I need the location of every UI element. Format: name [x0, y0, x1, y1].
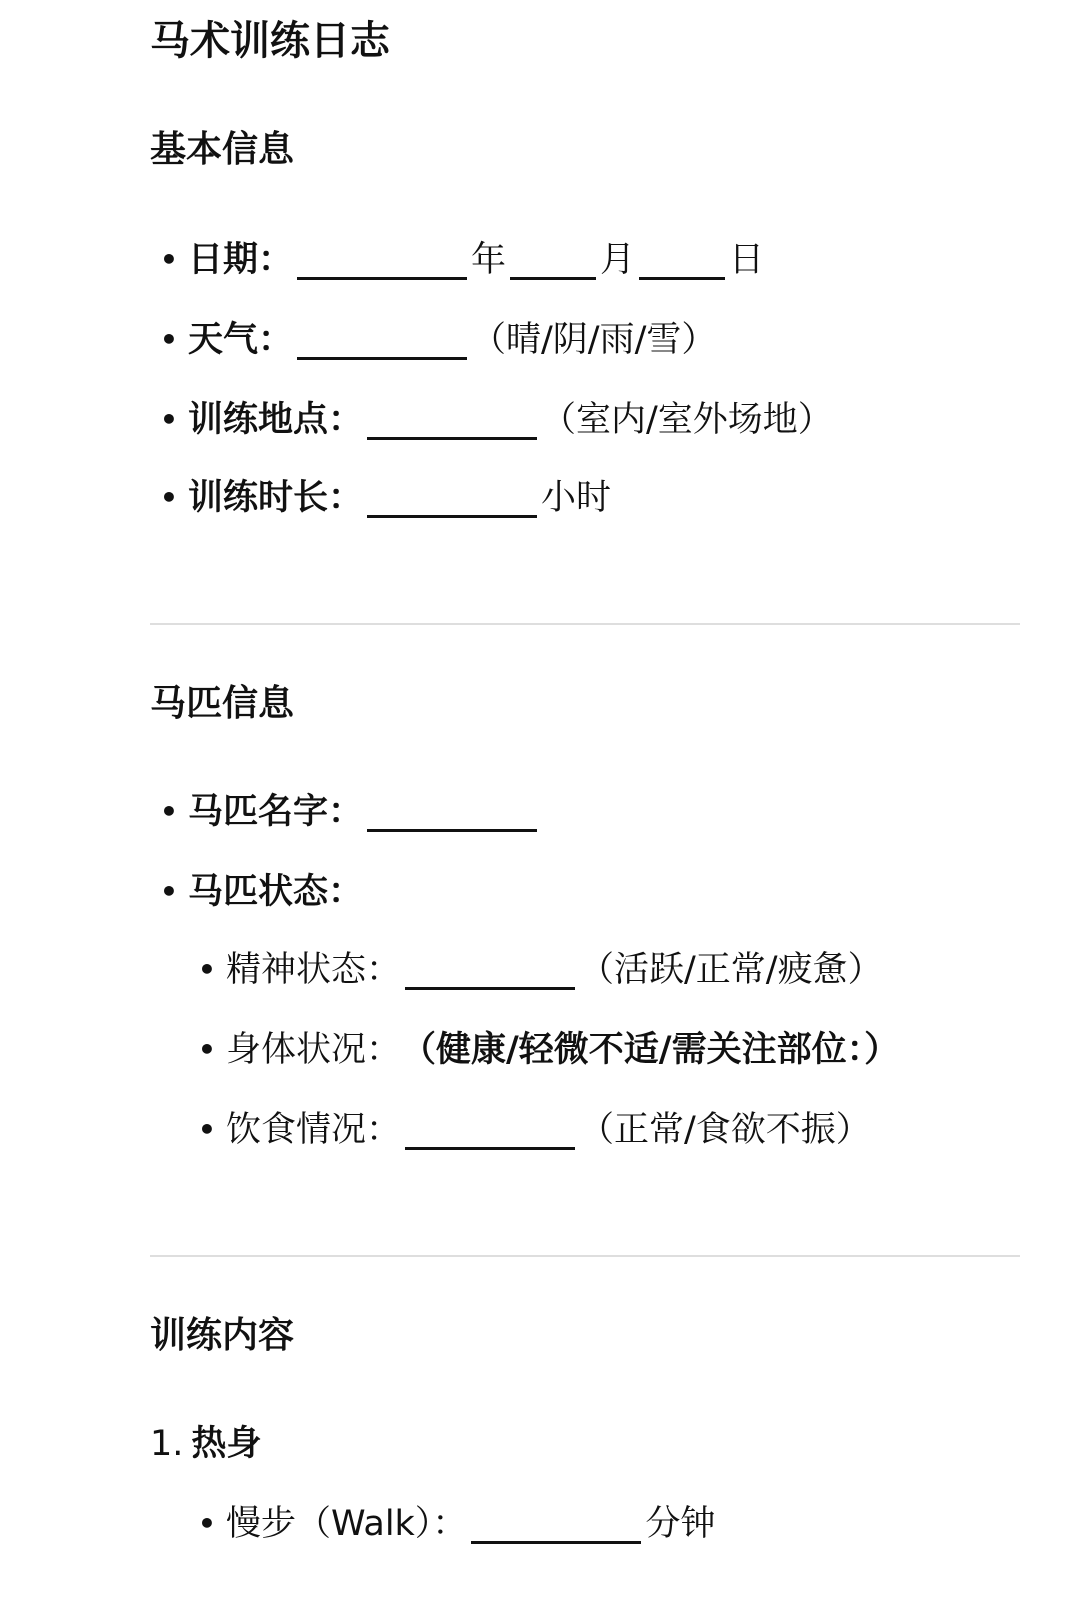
list-item-location	[160, 396, 833, 444]
bullet-icon: •	[160, 323, 178, 356]
section-basic-info-heading: 基本信息	[150, 129, 295, 170]
mental-state-blank[interactable]	[405, 951, 575, 990]
list-item-duration	[160, 474, 611, 522]
list-item-diet	[198, 1106, 871, 1154]
location-options: （室内/室外场地）	[541, 400, 833, 440]
list-item-physical-condition	[198, 1026, 899, 1074]
list-item-mental-state	[198, 946, 883, 994]
bullet-icon: •	[160, 795, 178, 828]
duration-blank[interactable]	[367, 479, 537, 518]
horse-name-blank[interactable]	[367, 793, 537, 832]
section-horse-info-heading: 马匹信息	[150, 683, 295, 724]
page-title: 马术训练日志	[150, 18, 390, 64]
weather-options: （晴/阴/雨/雪）	[471, 320, 717, 360]
walk-label: 慢步（Walk）：	[226, 1504, 468, 1544]
weather-label: 天气：	[188, 320, 294, 360]
walk-unit: 分钟	[645, 1504, 716, 1544]
bullet-icon: •	[198, 1113, 216, 1146]
bullet-icon: •	[160, 481, 178, 514]
horse-status-label: 马匹状态：	[188, 872, 364, 912]
list-item-date	[160, 236, 764, 284]
bullet-icon: •	[198, 1033, 216, 1066]
list-item-weather	[160, 316, 716, 364]
bullet-icon: •	[198, 1507, 216, 1540]
diet-options: （正常/食欲不振）	[579, 1110, 871, 1150]
warmup-label: 热身	[191, 1424, 262, 1464]
mental-state-options: （活跃/正常/疲惫）	[579, 950, 883, 990]
date-year-blank[interactable]	[297, 241, 467, 280]
weather-blank[interactable]	[297, 321, 467, 360]
physical-condition-label: 身体状况：	[226, 1030, 402, 1070]
diet-label: 饮食情况：	[226, 1110, 402, 1150]
bullet-icon: •	[160, 243, 178, 276]
location-blank[interactable]	[367, 401, 537, 440]
mental-state-label: 精神状态：	[226, 950, 402, 990]
month-label: 月	[600, 240, 636, 280]
day-label: 日	[729, 240, 765, 280]
location-label: 训练地点：	[188, 400, 364, 440]
section-training-content-heading: 训练内容	[150, 1315, 295, 1356]
list-item-warmup	[150, 1420, 261, 1468]
bullet-icon: •	[160, 403, 178, 436]
date-month-blank[interactable]	[510, 241, 596, 280]
bullet-icon: •	[198, 953, 216, 986]
list-item-walk	[198, 1500, 715, 1548]
duration-label: 训练时长：	[188, 478, 364, 518]
year-label: 年	[471, 240, 507, 280]
date-label: 日期：	[188, 240, 294, 280]
diet-blank[interactable]	[405, 1111, 575, 1150]
horse-name-label: 马匹名字：	[188, 792, 364, 832]
list-item-horse-name	[160, 788, 541, 836]
section-divider	[150, 1255, 1020, 1257]
walk-blank[interactable]	[471, 1505, 641, 1544]
bullet-icon: •	[160, 875, 178, 908]
duration-unit: 小时	[541, 478, 612, 518]
physical-condition-options: （健康/轻微不适/需关注部位：）	[401, 1030, 900, 1070]
warmup-number: 1.	[150, 1424, 184, 1464]
section-divider	[150, 623, 1020, 625]
list-item-horse-status	[160, 868, 363, 916]
date-day-blank[interactable]	[639, 241, 725, 280]
